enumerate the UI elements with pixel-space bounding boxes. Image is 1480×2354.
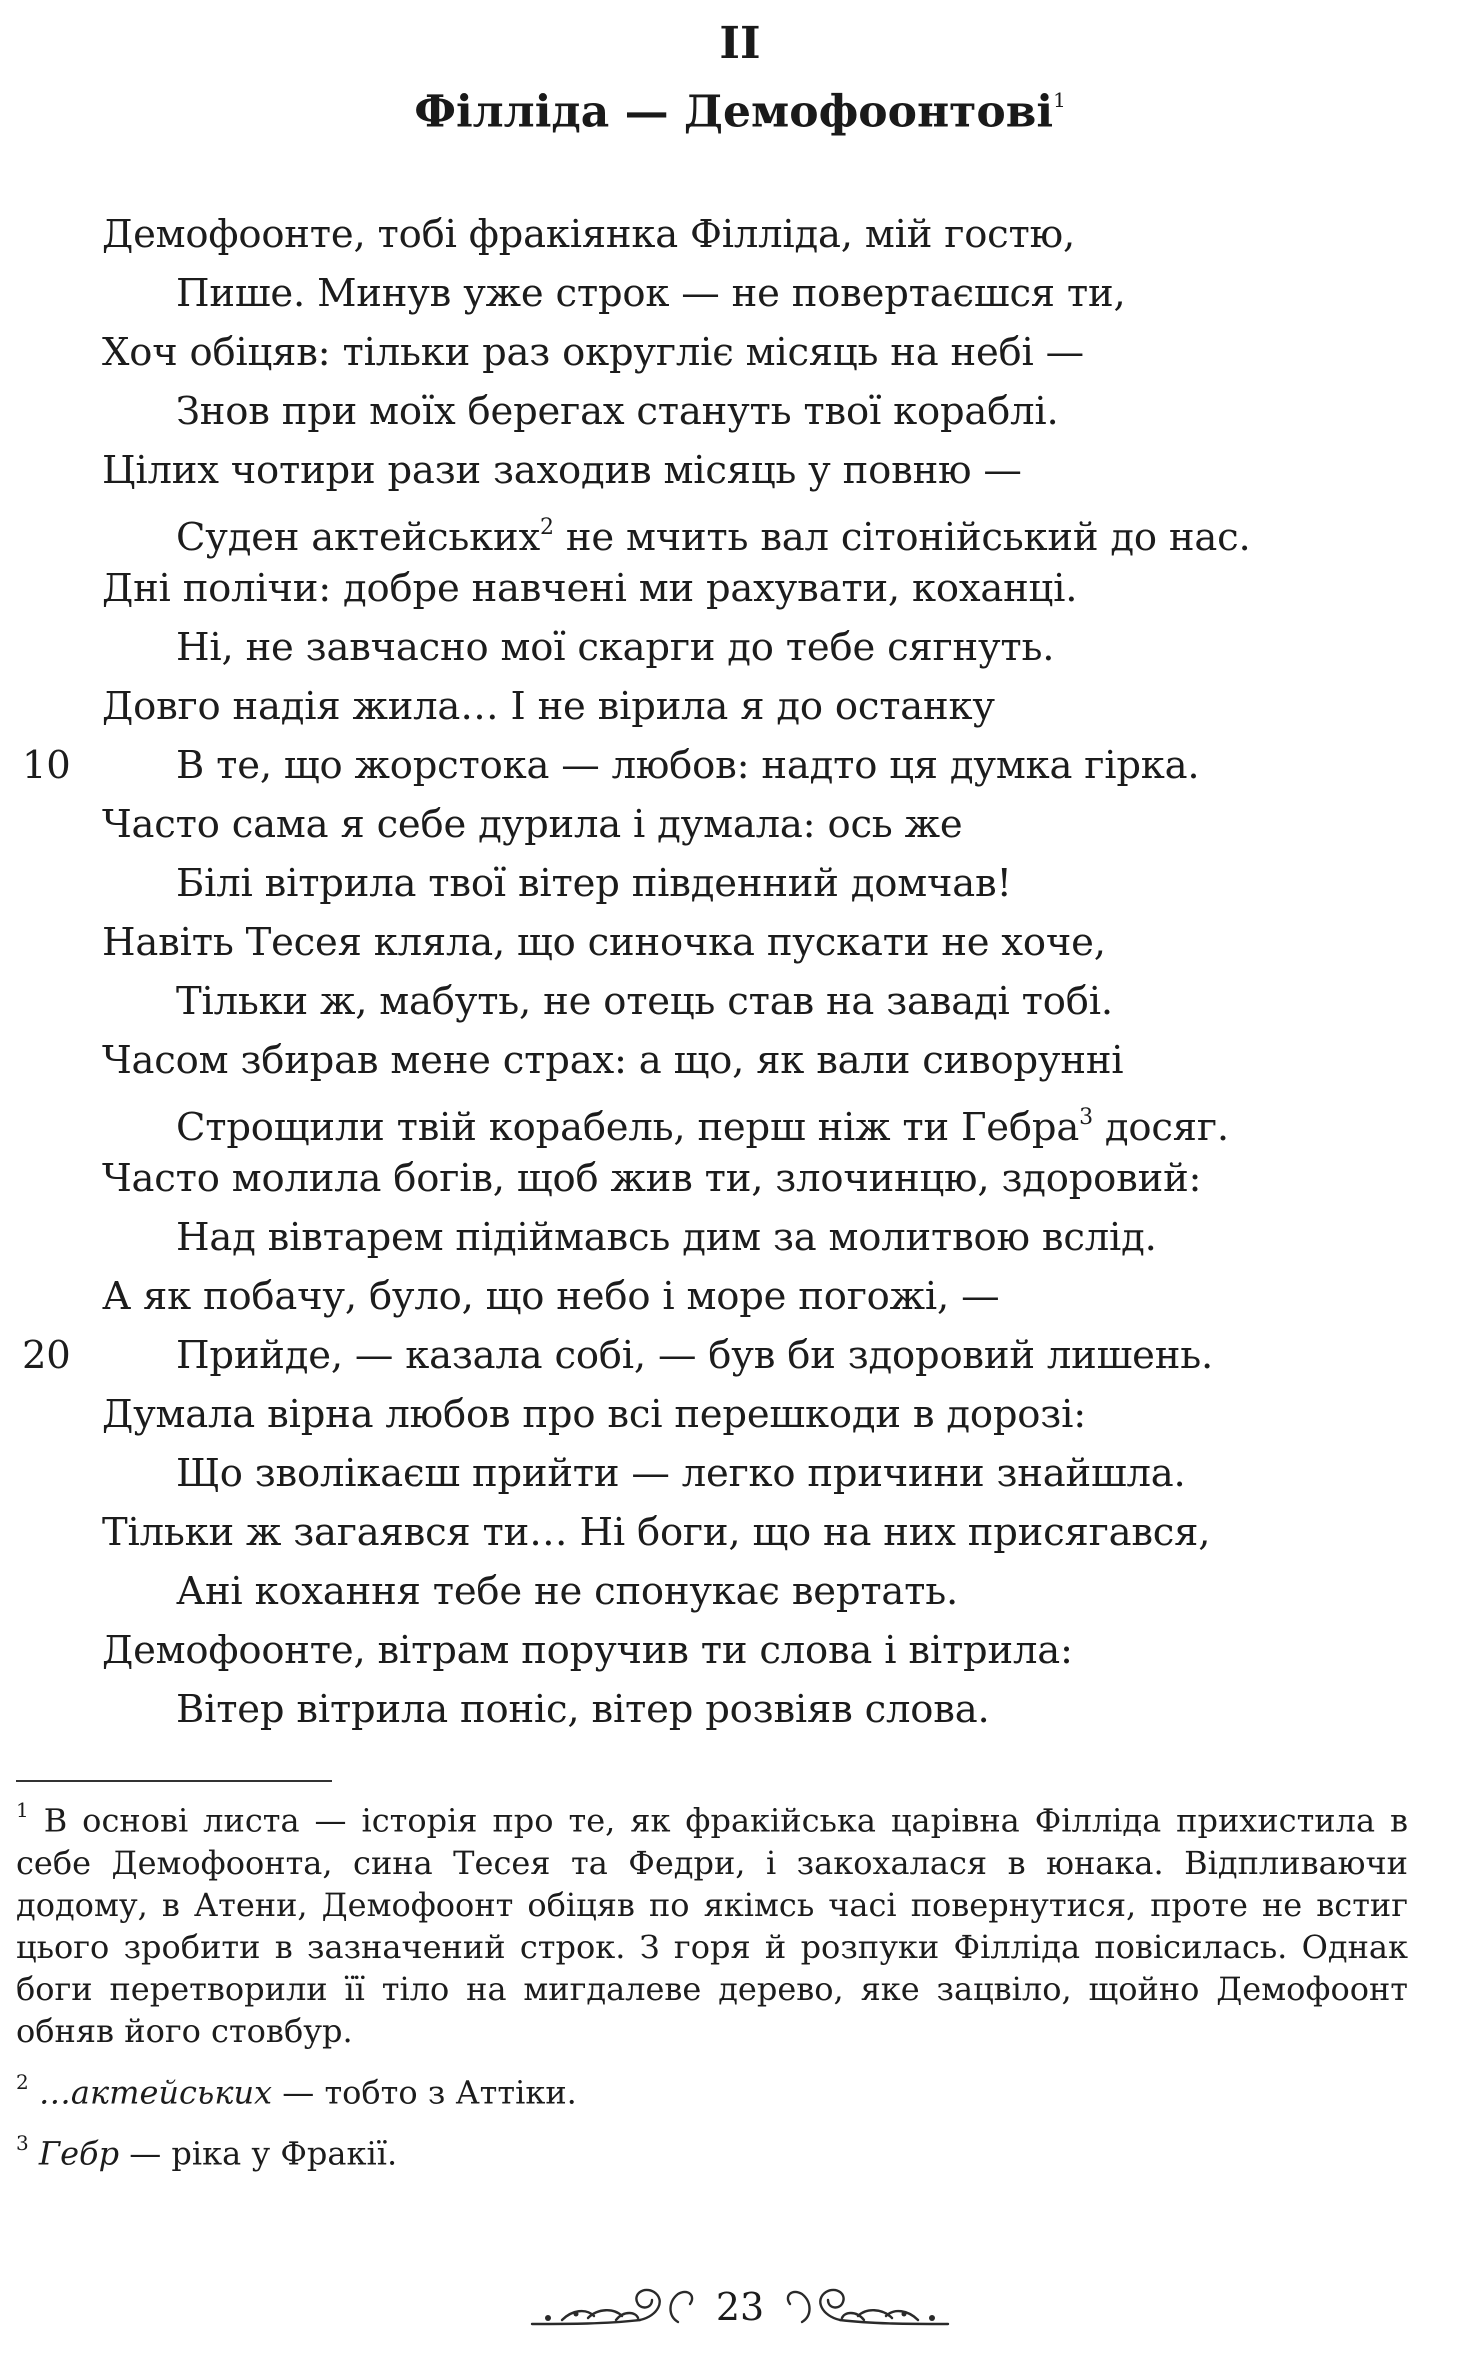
footnote-text: В основі листа — історія про те, як фракійська царівна Філліда прихистила в себе Демофоонта, сина Тесея та Федри, і закохалася в юнака. Відпливаючи додому, в Атени, Демофоонт обіцяв по якімсь часі повернутися, проте не встиг цього зробити в зазначений строк. З горя й розпуки Філліда повісилась. Однак боги перетворили її тіло на мигдалеве дерево, яке зацвіло, щойно Демофоонт обняв його стовбур. bbox=[16, 1801, 1409, 2050]
footnote-ref[interactable]: 2 bbox=[540, 515, 554, 540]
footnotes bbox=[16, 1792, 1408, 2187]
footnote-mark: 1 bbox=[16, 1798, 29, 1822]
footnote-text: — ріка у Фракії. bbox=[119, 2134, 398, 2173]
footnote-ref[interactable]: 1 bbox=[1053, 88, 1066, 112]
line-number: 10 bbox=[22, 743, 71, 788]
footnote-text: — тобто з Аттіки. bbox=[272, 2073, 577, 2112]
line-number: 20 bbox=[22, 1333, 71, 1378]
footnote-1 bbox=[16, 1792, 1408, 2052]
footnote-ref[interactable]: 3 bbox=[1079, 1105, 1093, 1130]
footnote-term: …актейських bbox=[38, 2073, 273, 2112]
poem-title bbox=[0, 74, 1480, 143]
footnote-mark: 2 bbox=[16, 2069, 29, 2094]
page-footer bbox=[0, 2270, 1480, 2342]
footnote-term: Гебр bbox=[38, 2134, 120, 2173]
section-number: II bbox=[719, 18, 761, 69]
footnote-2 bbox=[16, 2064, 1408, 2114]
poem-title-text: Філліда — Демофоонтові bbox=[414, 86, 1054, 138]
footnote-mark: 3 bbox=[16, 2131, 29, 2156]
ornament-right-icon bbox=[782, 2280, 952, 2330]
footnote-divider bbox=[16, 1780, 332, 1782]
footnote-3 bbox=[16, 2125, 1408, 2175]
page-number: 23 bbox=[715, 2285, 765, 2329]
